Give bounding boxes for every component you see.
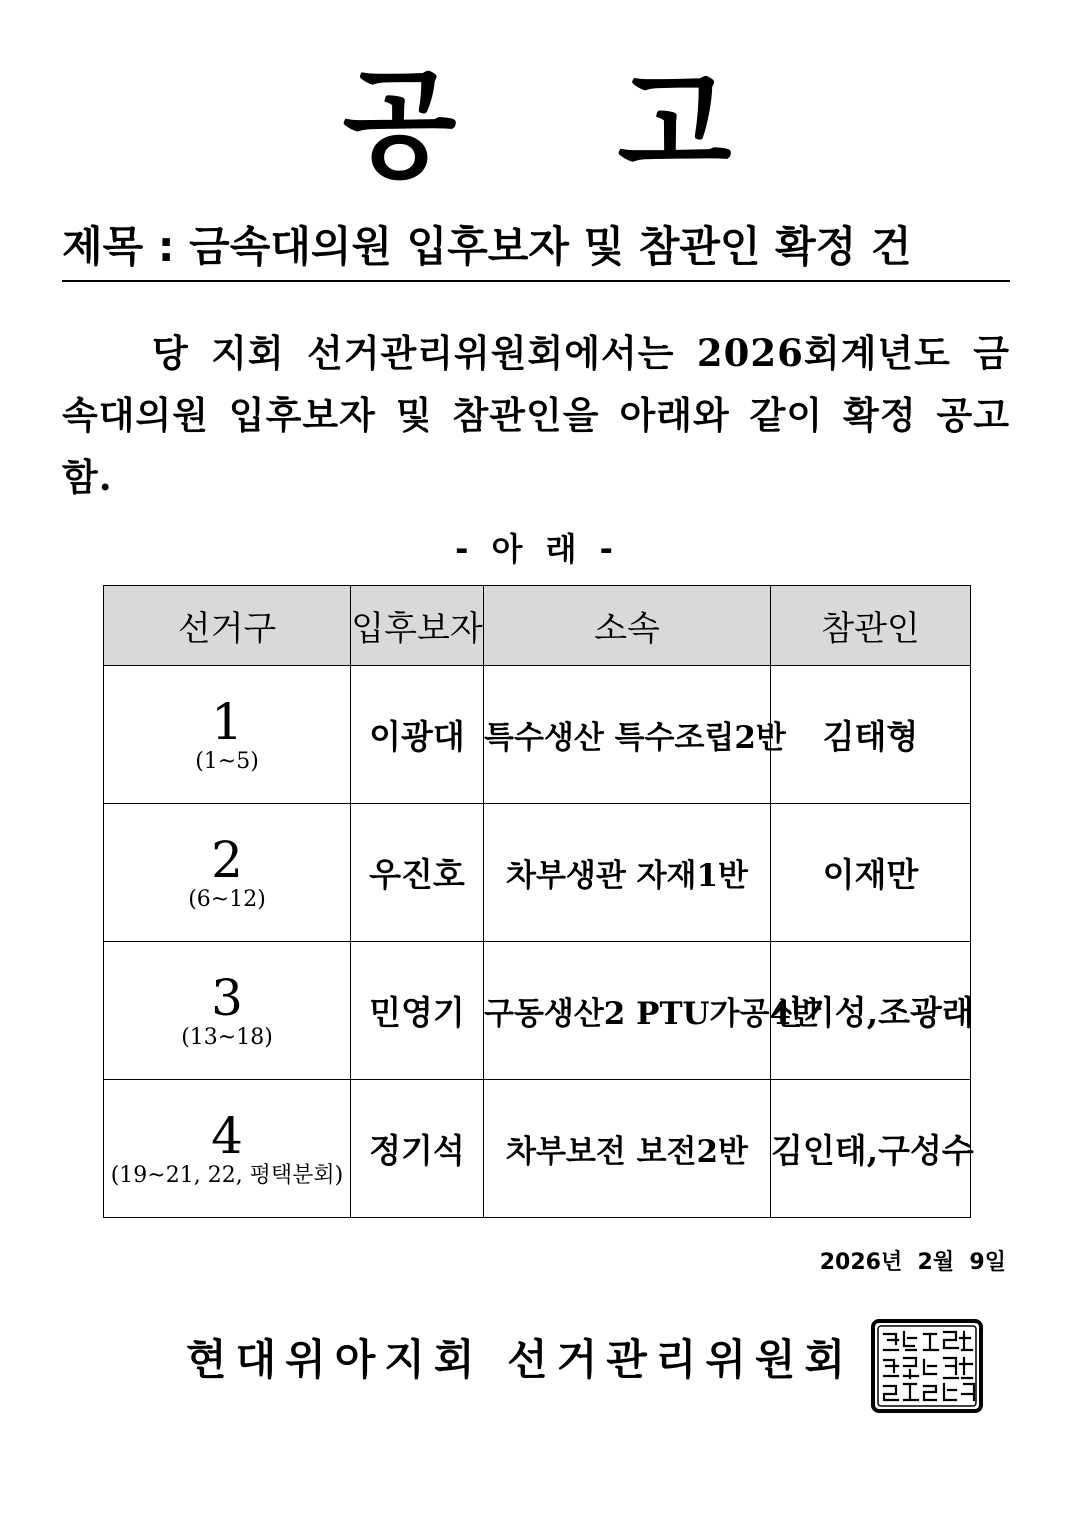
district-range: (13~18)	[181, 1024, 273, 1050]
district-cell	[104, 1080, 351, 1218]
header-observer: 참관인	[771, 586, 971, 666]
district-number: 2	[211, 830, 243, 889]
district-range: (6~12)	[188, 886, 266, 912]
observer-name: 이재만	[771, 804, 971, 942]
arae-heading: - 아 래 -	[455, 530, 619, 568]
header-candidate: 입후보자	[351, 586, 484, 666]
observer-name: 신기성,조광래	[771, 942, 971, 1080]
candidate-name: 민영기	[351, 942, 484, 1080]
table-row	[104, 666, 971, 804]
district-range: (1~5)	[195, 748, 259, 774]
table-row	[104, 942, 971, 1080]
table-row	[104, 804, 971, 942]
notice-title: 공 고	[342, 56, 792, 194]
district-cell	[104, 804, 351, 942]
candidate-name: 정기석	[351, 1080, 484, 1218]
candidate-table	[103, 585, 974, 1218]
table-row	[104, 1080, 971, 1218]
candidate-name: 우진호	[351, 804, 484, 942]
district-number: 1	[211, 692, 243, 751]
affiliation: 차부보전 보전2반	[484, 1080, 771, 1218]
notice-body: 당 지회 선거관리위원회에서는 2026회계년도 금속대의원 입후보자 및 참관인을 아래와 같이 확정 공고함.	[62, 331, 1010, 499]
committee-name: 현대위아지회 선거관리위원회	[186, 1335, 855, 1384]
header-affiliation: 소속	[484, 586, 771, 666]
candidate-name: 이광대	[351, 666, 484, 804]
notice-date: 2026년 2월 9일	[819, 1250, 1006, 1275]
notice-subject: 제목 : 금속대의원 입후보자 및 참관인 확정 건	[62, 218, 1010, 282]
observer-name: 김인태,구성수	[771, 1080, 971, 1218]
district-cell	[104, 666, 351, 804]
district-cell	[104, 942, 351, 1080]
affiliation: 특수생산 특수조립2반	[484, 666, 771, 804]
header-district: 선거구	[104, 586, 351, 666]
district-number: 3	[211, 968, 243, 1027]
district-number: 4	[211, 1106, 243, 1165]
affiliation: 구동생산2 PTU가공4반	[484, 942, 771, 1080]
table-header-row	[104, 586, 971, 666]
district-range: (19~21, 22, 평택분회)	[110, 1162, 344, 1188]
committee-seal-icon	[870, 1318, 984, 1414]
observer-name: 김태형	[771, 666, 971, 804]
affiliation: 차부생관 자재1반	[484, 804, 771, 942]
